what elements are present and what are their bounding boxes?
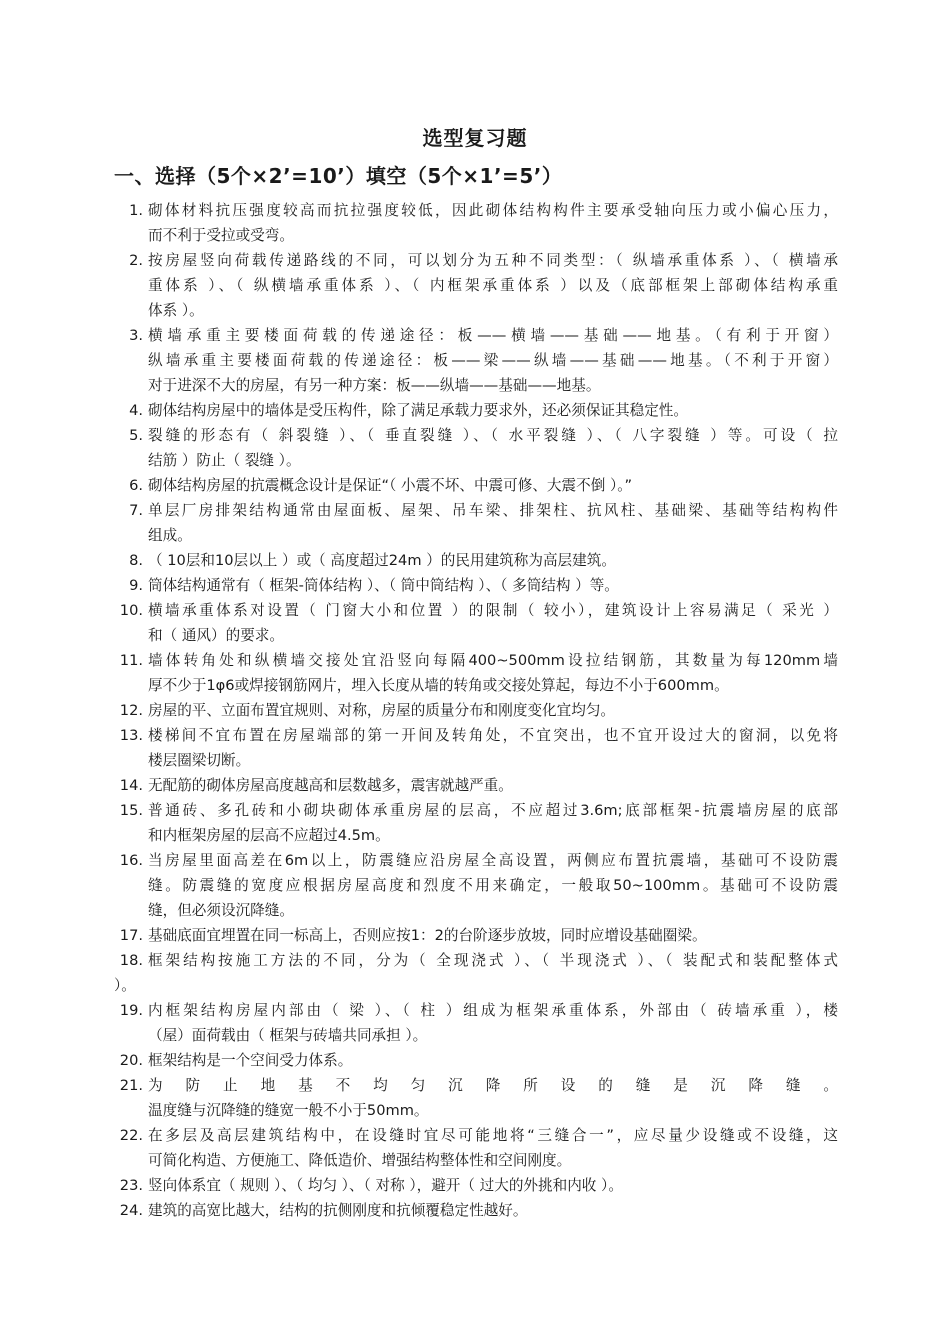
item-text-line: 和（ 通风）的要求。: [148, 627, 284, 644]
list-item: [114, 1073, 838, 1123]
document-title: 选型复习题: [422, 126, 528, 150]
item-text-line: 可简化构造、方便施工、降低造价、增强结构整体性和空间刚度。: [148, 1152, 572, 1169]
item-text-line: 无配筋的砌体房屋高度越高和层数越多，震害就越严重。: [148, 777, 513, 794]
item-text-line: 按房屋竖向荷载传递路线的不同，可以划分为五种不同类型：（ 纵墙承重体系 ）、（ 横墙承: [148, 252, 838, 269]
list-item: [114, 1173, 838, 1198]
item-number: 11.: [119, 652, 143, 669]
item-text-line: 砌体结构房屋中的墙体是受压构件，除了满足承载力要求外，还必须保证其稳定性。: [148, 402, 688, 419]
item-number: 2.: [129, 252, 143, 269]
item-text-line: 建筑的高宽比越大，结构的抗侧刚度和抗倾覆稳定性越好。: [148, 1202, 528, 1219]
item-number: 12.: [119, 702, 143, 719]
list-item: [114, 923, 838, 948]
list-item: [114, 723, 838, 773]
item-text-line: 组成。: [148, 527, 192, 544]
item-text-line: 横墙承重体系对设置（ 门窗大小和位置 ）的限制（ 较小），建筑设计上容易满足（ 采光 ）: [148, 602, 838, 619]
item-text-line: 普通砖、多孔砖和小砌块砌体承重房屋的层高，不应超过3.6m;底部框架-抗震墙房屋的底部: [148, 802, 838, 819]
list-item: [114, 573, 838, 598]
item-number: 16.: [119, 852, 143, 869]
item-text-line: 结筋 ）防止（ 裂缝 ）。: [148, 452, 301, 469]
item-text-line: （屋）面荷载由（ 框架与砖墙共同承担 ）。: [148, 1027, 428, 1044]
item-text-line: 砌体结构房屋的抗震概念设计是保证“（ 小震不坏、中震可修、大震不倒 ）。”: [148, 477, 633, 494]
list-item: [114, 798, 838, 848]
item-text-line: 缝。防震缝的宽度应根据房屋高度和烈度不用来确定，一般取50~100mm。基础可不设防震: [148, 877, 838, 894]
list-item: [114, 598, 838, 648]
item-text-line: 重体系 ）、（ 纵横墙承重体系 ）、（ 内框架承重体系 ）以及（底部框架上部砌体结构承重: [148, 277, 838, 294]
section-heading: 一、选择（5个×2’=10’）填空（5个×1’=5’）: [114, 164, 563, 188]
question-list: [114, 198, 838, 1223]
item-text-line: 楼梯间不宜布置在房屋端部的第一开间及转角处，不宜突出，也不宜开设过大的窗洞，以免将: [148, 727, 838, 744]
item-text-line: 砌体材料抗压强度较高而抗拉强度较低，因此砌体结构构件主要承受轴向压力或小偏心压力，: [148, 202, 838, 219]
item-number: 5.: [129, 427, 143, 444]
list-item: [114, 948, 838, 998]
item-number: 8.: [129, 552, 143, 569]
list-item: [114, 498, 838, 548]
list-item: [114, 698, 838, 723]
item-number: 20.: [119, 1052, 143, 1069]
item-text-line: 竖向体系宜（ 规则 ）、（ 均匀 ）、（ 对称 ），避开（ 过大的外挑和内收 ）。: [148, 1177, 623, 1194]
item-text-line: 筒体结构通常有（ 框架-筒体结构 ）、（ 筒中筒结构 ）、（ 多筒结构 ）等。: [148, 577, 619, 594]
item-text-line: 体系 ）。: [148, 302, 204, 319]
item-number: 3.: [129, 327, 143, 344]
item-text-line: ）。: [114, 977, 136, 994]
item-text-line: （ 10层和10层以上 ）或（ 高度超过24m ）的民用建筑称为高层建筑。: [148, 552, 616, 569]
item-text-line: 内框架结构房屋内部由（ 梁 ）、（ 柱 ）组成为框架承重体系，外部由（ 砖墙承重 ），楼: [148, 1002, 838, 1019]
item-text-line: 房屋的平、立面布置宜规则、对称，房屋的质量分布和刚度变化宜均匀。: [148, 702, 616, 719]
item-number: 4.: [129, 402, 143, 419]
item-text-line: 在多层及高层建筑结构中，在设缝时宜尽可能地将“三缝合一”，应尽量少设缝或不设缝，这: [148, 1127, 838, 1144]
item-number: 15.: [119, 802, 143, 819]
item-text-line: 而不利于受拉或受弯。: [148, 227, 294, 244]
item-text-line: 纵墙承重主要楼面荷载的传递途径：板——梁——纵墙——基础——地基。（不利于开窗）: [148, 352, 838, 369]
item-text-line: 框架结构按施工方法的不同，分为（ 全现浇式 ）、（ 半现浇式 ）、（ 装配式和装配整体式: [148, 952, 838, 969]
list-item: [114, 323, 838, 398]
item-text-line: 单层厂房排架结构通常由屋面板、屋架、吊车梁、排架柱、抗风柱、基础梁、基础等结构构件: [148, 502, 838, 519]
item-number: 24.: [119, 1202, 143, 1219]
list-item: [114, 398, 838, 423]
item-number: 13.: [119, 727, 143, 744]
item-number: 21.: [119, 1077, 143, 1094]
item-number: 19.: [119, 1002, 143, 1019]
item-number: 18.: [119, 952, 143, 969]
list-item: [114, 648, 838, 698]
list-item: [114, 848, 838, 923]
item-text-line: 为防止地基不均匀沉降所设的缝是沉降缝。: [148, 1077, 838, 1094]
item-text-line: 框架结构是一个空间受力体系。: [148, 1052, 353, 1069]
item-number: 17.: [119, 927, 143, 944]
list-item: [114, 548, 838, 573]
list-item: [114, 198, 838, 248]
item-number: 22.: [119, 1127, 143, 1144]
item-text-line: 基础底面宜埋置在同一标高上，否则应按1：2的台阶逐步放坡，同时应增设基础圈梁。: [148, 927, 707, 944]
list-item: [114, 998, 838, 1048]
list-item: [114, 773, 838, 798]
item-text-line: 裂缝的形态有（ 斜裂缝 ）、（ 垂直裂缝 ）、（ 水平裂缝 ）、（ 八字裂缝 ）等。可设（ 拉: [148, 427, 838, 444]
item-text-line: 墙体转角处和纵横墙交接处宜沿竖向每隔400~500mm设拉结钢筋，其数量为每120mm墙: [148, 652, 838, 669]
item-text-line: 当房屋里面高差在6m以上，防震缝应沿房屋全高设置，两侧应布置抗震墙，基础可不设防震: [148, 852, 838, 869]
item-number: 1.: [129, 202, 143, 219]
list-item: [114, 1198, 838, 1223]
item-number: 10.: [119, 602, 143, 619]
item-text-line: 厚不少于1φ6或焊接钢筋网片，埋入长度从墙的转角或交接处算起，每边不小于600mm。: [148, 677, 729, 694]
item-text-line: 楼层圈梁切断。: [148, 752, 251, 769]
list-item: [114, 423, 838, 473]
item-number: 9.: [129, 577, 143, 594]
list-item: [114, 473, 838, 498]
item-number: 6.: [129, 477, 143, 494]
item-text-line: 和内框架房屋的层高不应超过4.5m。: [148, 827, 390, 844]
list-item: [114, 248, 838, 323]
item-text-line: 缝，但必须设沉降缝。: [148, 902, 294, 919]
list-item: [114, 1123, 838, 1173]
item-text-line: 横墙承重主要楼面荷载的传递途径：板——横墙——基础——地基。（有利于开窗）: [148, 327, 838, 344]
item-text-line: 温度缝与沉降缝的缝宽一般不小于50mm。: [148, 1102, 429, 1119]
item-number: 7.: [129, 502, 143, 519]
item-text-line: 对于进深不大的房屋，有另一种方案：板——纵墙——基础——地基。: [148, 377, 601, 394]
list-item: [114, 1048, 838, 1073]
item-number: 14.: [119, 777, 143, 794]
item-number: 23.: [119, 1177, 143, 1194]
